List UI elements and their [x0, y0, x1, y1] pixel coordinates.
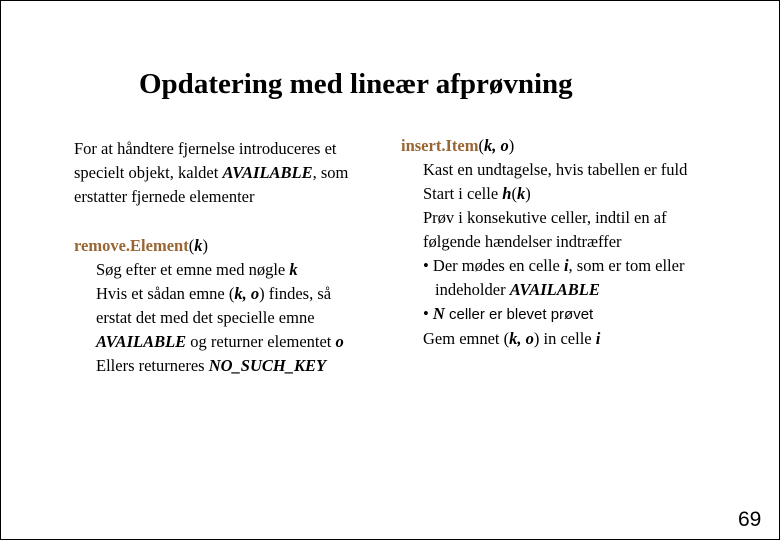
- remove-signature: [74, 234, 394, 258]
- remove-step-2: [74, 282, 394, 306]
- remove-open-paren: (: [188, 236, 195, 255]
- available-term: AVAILABLE: [222, 163, 313, 182]
- insert-step-2-open: (: [511, 184, 517, 203]
- insert-function-name: insert.Item: [401, 136, 479, 155]
- remove-step-2-key: k, o: [234, 284, 260, 303]
- insert-step-2: [401, 182, 761, 206]
- remove-step-1: [74, 258, 394, 282]
- insert-step-2-text: Start i celle: [423, 184, 503, 203]
- insert-step-3b: følgende hændelser indtræffer: [423, 232, 622, 251]
- remove-step-4-value: o: [335, 332, 344, 351]
- insert-step-2-close: ): [525, 184, 531, 203]
- remove-step-2-text: Hvis et sådan emne (: [96, 284, 235, 303]
- bullet-2-marker: •: [423, 304, 433, 323]
- insert-step-2-arg: k: [516, 184, 526, 203]
- remove-function-name: remove.Element: [74, 236, 189, 255]
- bullet-1-text-c: indeholder: [435, 280, 510, 299]
- intro-text-a: specielt objekt, kaldet: [74, 163, 223, 182]
- intro-line-1: For at håndtere fjernelse introduceres et: [74, 139, 337, 158]
- bullet-2-var: N: [432, 304, 445, 323]
- remove-step-4-available: AVAILABLE: [96, 332, 187, 351]
- insert-args: k, o: [483, 136, 509, 155]
- remove-step-5-text: Ellers returneres: [96, 356, 209, 375]
- insert-bullet-1-cont: [401, 278, 761, 302]
- insert-step-3a: Prøv i konsekutive celler, indtil en af: [423, 208, 667, 227]
- insert-open-paren: (: [478, 136, 484, 155]
- left-column: [74, 137, 394, 378]
- bullet-1-text-a: • Der mødes en celle: [423, 256, 564, 275]
- insert-signature: [401, 134, 761, 158]
- intro-text-b: , som: [312, 163, 349, 182]
- insert-bullet-1: [401, 254, 761, 278]
- bullet-1-var: i: [563, 256, 569, 275]
- remove-step-1-key: k: [289, 260, 298, 279]
- remove-step-3: erstat det med det specielle emne: [96, 308, 315, 327]
- insert-step-4-text-a: Gem emnet (: [423, 329, 510, 348]
- remove-arg: k: [194, 236, 203, 255]
- bullet-1-available: AVAILABLE: [509, 280, 600, 299]
- intro-line-2: [74, 161, 394, 185]
- remove-step-1-text: Søg efter et emne med nøgle: [96, 260, 290, 279]
- insert-step-4: [401, 327, 761, 351]
- right-column: [401, 134, 761, 351]
- insert-step-4-text-b: ) in celle: [533, 329, 596, 348]
- remove-close-paren: ): [202, 236, 208, 255]
- insert-step-1: Kast en undtagelse, hvis tabellen er fuld: [423, 160, 688, 179]
- page-number: 69: [738, 508, 762, 531]
- insert-step-4-var: i: [595, 329, 601, 348]
- slide-title: Opdatering med lineær afprøvning: [139, 68, 573, 100]
- insert-bullet-2: [401, 302, 761, 327]
- remove-step-4-text: og returner elementet: [186, 332, 336, 351]
- no-such-key-term: NO_SUCH_KEY: [208, 356, 327, 375]
- remove-step-5: [74, 354, 394, 378]
- remove-step-2-tail: ) findes, så: [259, 284, 332, 303]
- remove-step-4: [74, 330, 394, 354]
- spacer: [74, 209, 394, 234]
- intro-line-3: erstatter fjernede elementer: [74, 187, 255, 206]
- bullet-1-text-b: , som er tom eller: [568, 256, 685, 275]
- hash-function: h: [502, 184, 512, 203]
- insert-close-paren: ): [508, 136, 515, 155]
- insert-step-4-args: k, o: [509, 329, 534, 348]
- bullet-2-text: celler er blevet prøvet: [444, 306, 594, 323]
